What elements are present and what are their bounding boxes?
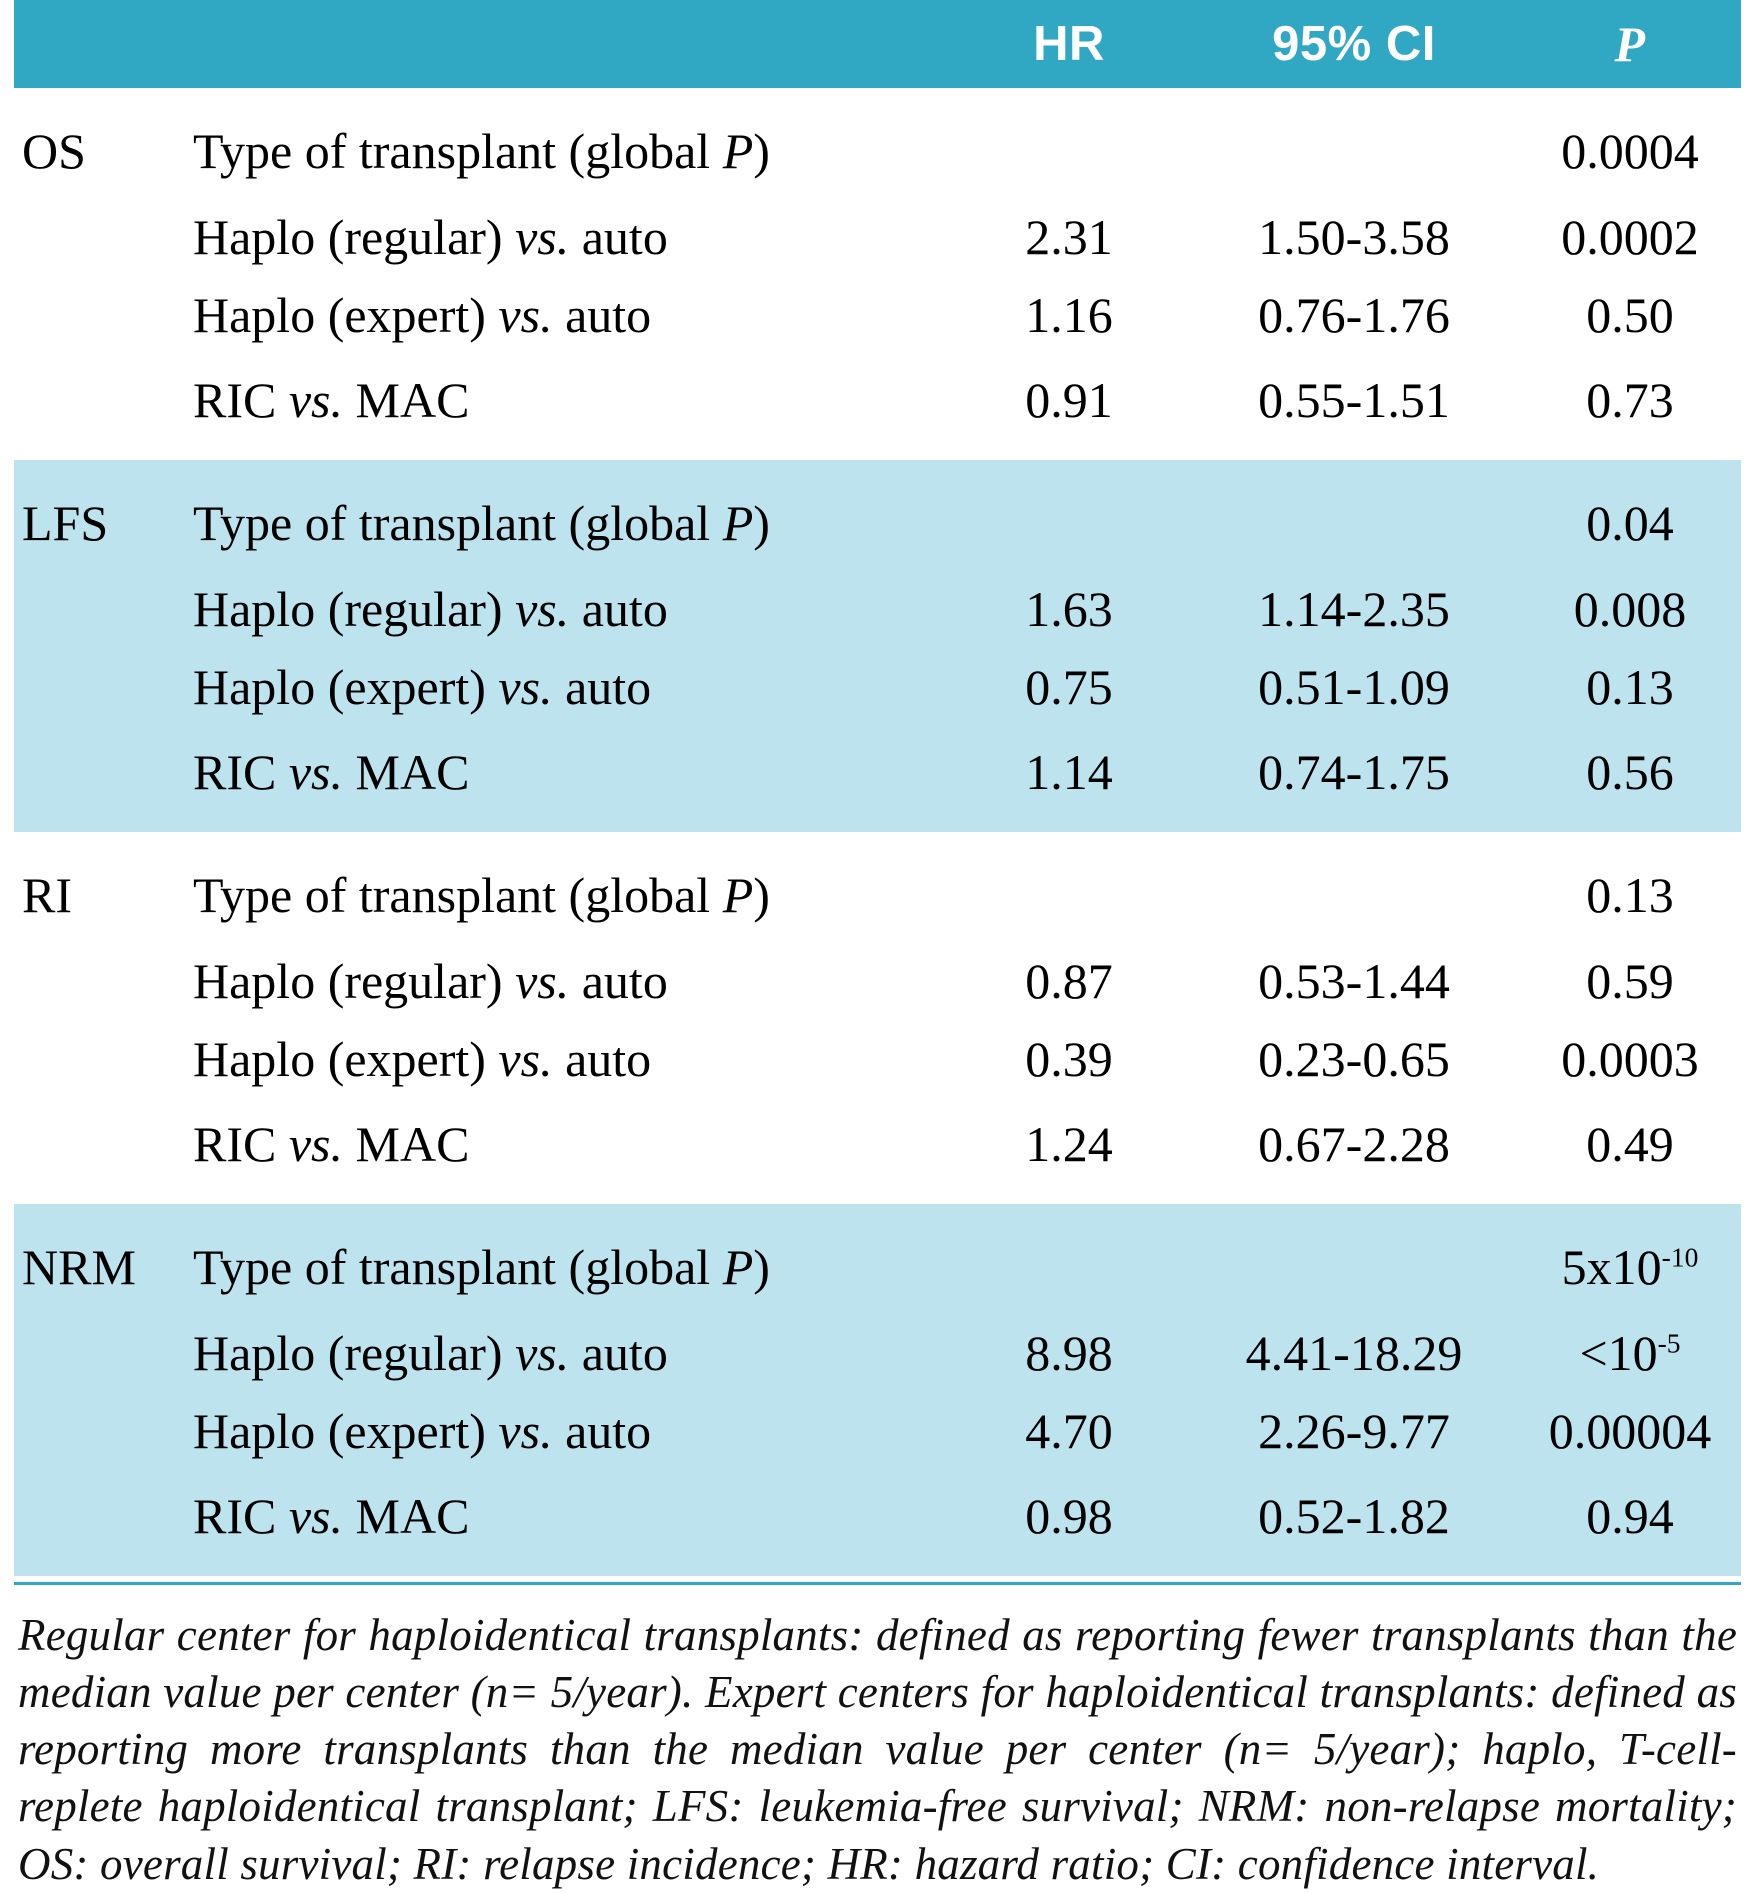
row-p: 0.04 (1519, 460, 1741, 570)
row-ci: 4.41-18.29 (1189, 1314, 1519, 1392)
row-group-label: RI (14, 832, 189, 942)
row-p: 0.00004 (1519, 1392, 1741, 1470)
row-p-exponent: -10 (1661, 1241, 1699, 1273)
row-p: 0.94 (1519, 1470, 1741, 1576)
row-hr (949, 88, 1189, 198)
table-row (14, 276, 1741, 354)
row-hr: 2.31 (949, 198, 1189, 276)
row-label: RIC vs. MAC (189, 354, 949, 460)
row-hr: 1.16 (949, 276, 1189, 354)
row-ci: 0.74-1.75 (1189, 726, 1519, 832)
row-label: RIC vs. MAC (189, 1098, 949, 1204)
table-row (14, 1314, 1741, 1392)
row-group-label (14, 1470, 189, 1576)
row-p (1519, 1314, 1741, 1392)
table-row (14, 354, 1741, 460)
row-group-label (14, 942, 189, 1020)
row-label: Haplo (expert) vs. auto (189, 276, 949, 354)
table-row (14, 1470, 1741, 1576)
row-label: Type of transplant (global P) (189, 88, 949, 198)
row-p: 0.59 (1519, 942, 1741, 1020)
row-label: RIC vs. MAC (189, 726, 949, 832)
table-row (14, 942, 1741, 1020)
row-ci: 0.53-1.44 (1189, 942, 1519, 1020)
row-label: Haplo (expert) vs. auto (189, 648, 949, 726)
header-cell-hr: HR (949, 0, 1189, 88)
row-ci (1189, 88, 1519, 198)
row-ci: 0.55-1.51 (1189, 354, 1519, 460)
row-hr: 0.87 (949, 942, 1189, 1020)
header-cell-blank (14, 0, 949, 88)
row-hr: 4.70 (949, 1392, 1189, 1470)
row-p: 0.13 (1519, 832, 1741, 942)
row-p (1519, 1204, 1741, 1314)
row-hr: 8.98 (949, 1314, 1189, 1392)
row-ci: 0.51-1.09 (1189, 648, 1519, 726)
row-ci (1189, 1204, 1519, 1314)
row-group-label (14, 1314, 189, 1392)
row-label: Type of transplant (global P) (189, 1204, 949, 1314)
row-p: 0.0003 (1519, 1020, 1741, 1098)
row-hr (949, 1204, 1189, 1314)
row-p-base: 5x10 (1561, 1239, 1662, 1295)
table-row (14, 648, 1741, 726)
row-hr: 1.63 (949, 570, 1189, 648)
row-group-label (14, 354, 189, 460)
row-p: 0.13 (1519, 648, 1741, 726)
row-p: 0.008 (1519, 570, 1741, 648)
row-ci: 2.26-9.77 (1189, 1392, 1519, 1470)
row-p: 0.73 (1519, 354, 1741, 460)
row-ci: 0.76-1.76 (1189, 276, 1519, 354)
table-row (14, 88, 1741, 198)
row-label: Type of transplant (global P) (189, 832, 949, 942)
row-label: Haplo (regular) vs. auto (189, 942, 949, 1020)
table-header (14, 0, 1741, 88)
row-hr (949, 460, 1189, 570)
row-group-label: LFS (14, 460, 189, 570)
row-ci (1189, 460, 1519, 570)
row-label: Haplo (expert) vs. auto (189, 1020, 949, 1098)
row-group-label (14, 1098, 189, 1204)
row-group-label (14, 198, 189, 276)
row-p-exponent: -5 (1657, 1327, 1681, 1359)
row-ci: 1.14-2.35 (1189, 570, 1519, 648)
row-group-label (14, 1392, 189, 1470)
table-row (14, 1098, 1741, 1204)
multivariate-results-table (14, 0, 1741, 1576)
row-hr: 0.75 (949, 648, 1189, 726)
row-group-label: NRM (14, 1204, 189, 1314)
row-ci: 1.50-3.58 (1189, 198, 1519, 276)
row-label: Type of transplant (global P) (189, 460, 949, 570)
header-cell-p: P (1519, 0, 1741, 88)
row-hr: 0.98 (949, 1470, 1189, 1576)
row-label: Haplo (regular) vs. auto (189, 198, 949, 276)
row-p: 0.0004 (1519, 88, 1741, 198)
row-p: 0.56 (1519, 726, 1741, 832)
table-row (14, 832, 1741, 942)
row-p: 0.50 (1519, 276, 1741, 354)
row-ci: 0.52-1.82 (1189, 1470, 1519, 1576)
row-hr: 1.24 (949, 1098, 1189, 1204)
row-group-label (14, 276, 189, 354)
table-row (14, 1204, 1741, 1314)
table-body (14, 88, 1741, 1576)
row-group-label (14, 570, 189, 648)
row-hr: 0.91 (949, 354, 1189, 460)
row-group-label (14, 1020, 189, 1098)
row-hr: 0.39 (949, 1020, 1189, 1098)
table-row (14, 570, 1741, 648)
row-hr: 1.14 (949, 726, 1189, 832)
table-row (14, 1020, 1741, 1098)
table-row (14, 198, 1741, 276)
table-row (14, 726, 1741, 832)
row-group-label: OS (14, 88, 189, 198)
row-ci: 0.23-0.65 (1189, 1020, 1519, 1098)
row-label: Haplo (expert) vs. auto (189, 1392, 949, 1470)
header-cell-ci: 95% CI (1189, 0, 1519, 88)
row-label: Haplo (regular) vs. auto (189, 1314, 949, 1392)
row-group-label (14, 726, 189, 832)
row-ci: 0.67-2.28 (1189, 1098, 1519, 1204)
row-ci (1189, 832, 1519, 942)
row-label: RIC vs. MAC (189, 1470, 949, 1576)
row-p-base: <10 (1579, 1325, 1658, 1381)
table-row (14, 1392, 1741, 1470)
row-p: 0.0002 (1519, 198, 1741, 276)
row-hr (949, 832, 1189, 942)
table-row (14, 460, 1741, 570)
row-group-label (14, 648, 189, 726)
header-row (14, 0, 1741, 88)
row-p: 0.49 (1519, 1098, 1741, 1204)
row-label: Haplo (regular) vs. auto (189, 570, 949, 648)
table-footnote: Regular center for haploidentical transplants: defined as reporting fewer transplants than the median value per center (n= 5/year). Expert centers for haploidentical transplants: defined as reporting more transplants than the median value per center (n= 5/year); haplo, T-cell-replete haploidentical transplant; LFS: leukemia-free survival; NRM: non-relapse mortality; OS: overall survival; RI: relapse incidence; HR: hazard ratio; CI: confidence interval. (18, 1610, 1737, 1889)
